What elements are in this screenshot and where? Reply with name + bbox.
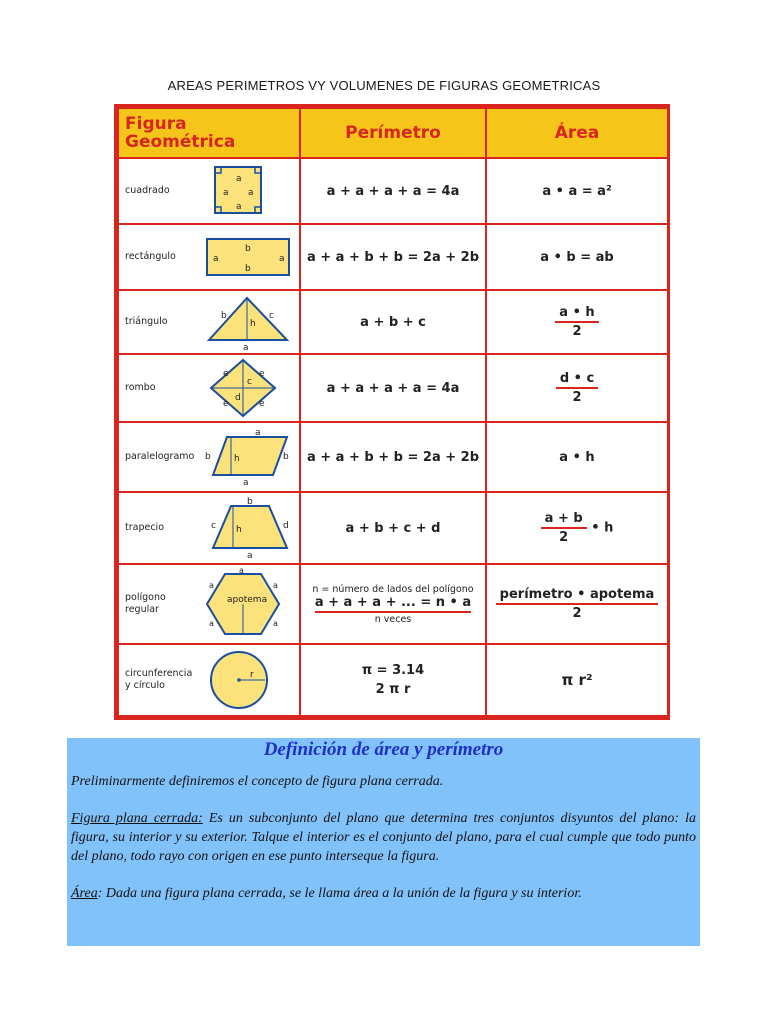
hexagon-icon [203,568,283,640]
svg-text:e: e [223,369,229,379]
square-icon [203,163,267,219]
perimeter-rhombus: a + a + a + a = 4a [300,354,486,422]
figure-name: trapecio [125,522,165,533]
svg-text:e: e [259,399,265,409]
svg-text:c: c [247,377,252,387]
area-square: a • a = a² [486,158,668,224]
area-parallelogram: a • h [486,422,668,492]
definition-box [67,738,700,946]
svg-text:a: a [273,619,278,628]
figure-cell-square [118,158,300,224]
perimeter-square: a + a + a + a = 4a [300,158,486,224]
figure-name: rombo [125,382,156,393]
figure-cell-regular-polygon [118,564,300,644]
area-rectangle: a • b = ab [486,224,668,290]
closed-figure-term: Figura plana cerrada: [71,811,203,826]
figure-cell-rectangle [118,224,300,290]
triangle-icon [203,292,295,352]
svg-text:d: d [235,393,241,403]
svg-text:h: h [236,525,242,535]
table-row [118,354,668,422]
perimeter-regular-polygon: n = número de lados del polígono a + a + a + ... = n • a n veces [300,564,486,644]
parallelogram-icon [203,427,299,487]
circle-icon [203,647,275,713]
header-figure: Figura Geométrica [118,108,300,158]
svg-text:a: a [273,581,278,590]
figure-name: cuadrado [125,185,170,196]
figure-cell-rhombus [118,354,300,422]
figure-cell-trapezoid [118,492,300,564]
figure-cell-triangle [118,290,300,354]
svg-text:b: b [247,497,253,507]
svg-text:c: c [269,311,274,321]
svg-text:h: h [250,319,256,329]
rectangle-icon [203,231,295,283]
area-triangle: $\frac{a • h}{2}$ [486,290,668,354]
perimeter-rectangle: a + a + b + b = 2a + 2b [300,224,486,290]
area-text: : Dada una figura plana cerrada, se le llama área a la unión de la figura y su interior. [97,886,582,901]
svg-text:b: b [245,264,251,274]
figure-cell-parallelogram [118,422,300,492]
svg-text:a: a [209,581,214,590]
trapezoid-icon [203,496,299,560]
perimeter-parallelogram: a + a + b + b = 2a + 2b [300,422,486,492]
area-circle: π r² [486,644,668,716]
perimeter-trapezoid: a + b + c + d [300,492,486,564]
svg-text:a: a [243,478,249,487]
svg-text:e: e [259,369,265,379]
perimeter-circle: π = 3.14 2 π r [300,644,486,716]
svg-text:b: b [245,244,251,254]
svg-text:a: a [213,254,219,264]
table-row [118,492,668,564]
table-row [118,564,668,644]
table-row [118,158,668,224]
svg-text:a: a [243,343,249,352]
svg-text:c: c [211,521,216,531]
table-row [118,644,668,716]
formula-table [114,104,670,720]
area-rhombus: $\frac{d • c}{2}$ [486,354,668,422]
area-trapezoid: $\frac{a + b}{2}$ • h [486,492,668,564]
rhombus-icon [203,356,283,420]
perimeter-triangle: a + b + c [300,290,486,354]
label-a: a [223,188,229,198]
area-regular-polygon: $\frac{\text{perímetro • apotema}}{2}$ [486,564,668,644]
closed-figure-text: Es un subconjunto del plano que determina tres conjuntos disyuntos del plano: la figura, su interior y su exterior. Talque el interior es el conjunto del plano, para el cual cumple que todo punto del plano, todo rayo con origen en ese punto interseque la figura. [71,811,696,864]
svg-text:a: a [279,254,285,264]
figure-cell-circle [118,644,300,716]
svg-text:a: a [209,619,214,628]
svg-text:h: h [234,454,240,464]
svg-text:b: b [283,452,289,462]
area-term: Área [71,886,98,901]
svg-text:b: b [205,452,211,462]
svg-text:a: a [239,568,244,575]
table-row [118,290,668,354]
figure-name: paralelogramo [125,451,195,462]
svg-text:d: d [283,521,289,531]
svg-text:a: a [255,428,261,438]
figure-name: polígono regular [125,592,166,615]
definition-area [71,884,696,903]
svg-text:r: r [250,670,254,680]
table-row [118,224,668,290]
svg-text:e: e [223,399,229,409]
svg-text:b: b [221,311,227,321]
header-area: Área [486,108,668,158]
svg-text:a: a [248,188,254,198]
figure-name: circunferencia y círculo [125,668,193,691]
figure-name: rectángulo [125,251,176,262]
figure-name: triángulo [125,316,168,327]
definition-heading: Definición de área y perímetro [263,739,504,760]
header-perimeter: Perímetro [300,108,486,158]
svg-text:a: a [236,202,242,212]
svg-text:apotema: apotema [227,595,268,605]
definition-intro: Preliminarmente definiremos el concepto de figura plana cerrada. [71,774,444,789]
svg-text:a: a [247,551,253,560]
document-title: AREAS PERIMETROS VY VOLUMENES DE FIGURAS GEOMETRICAS [167,78,601,93]
table-header-row [118,108,668,158]
definition-closed-figure [71,809,696,866]
table-row [118,422,668,492]
svg-text:a: a [236,174,242,184]
